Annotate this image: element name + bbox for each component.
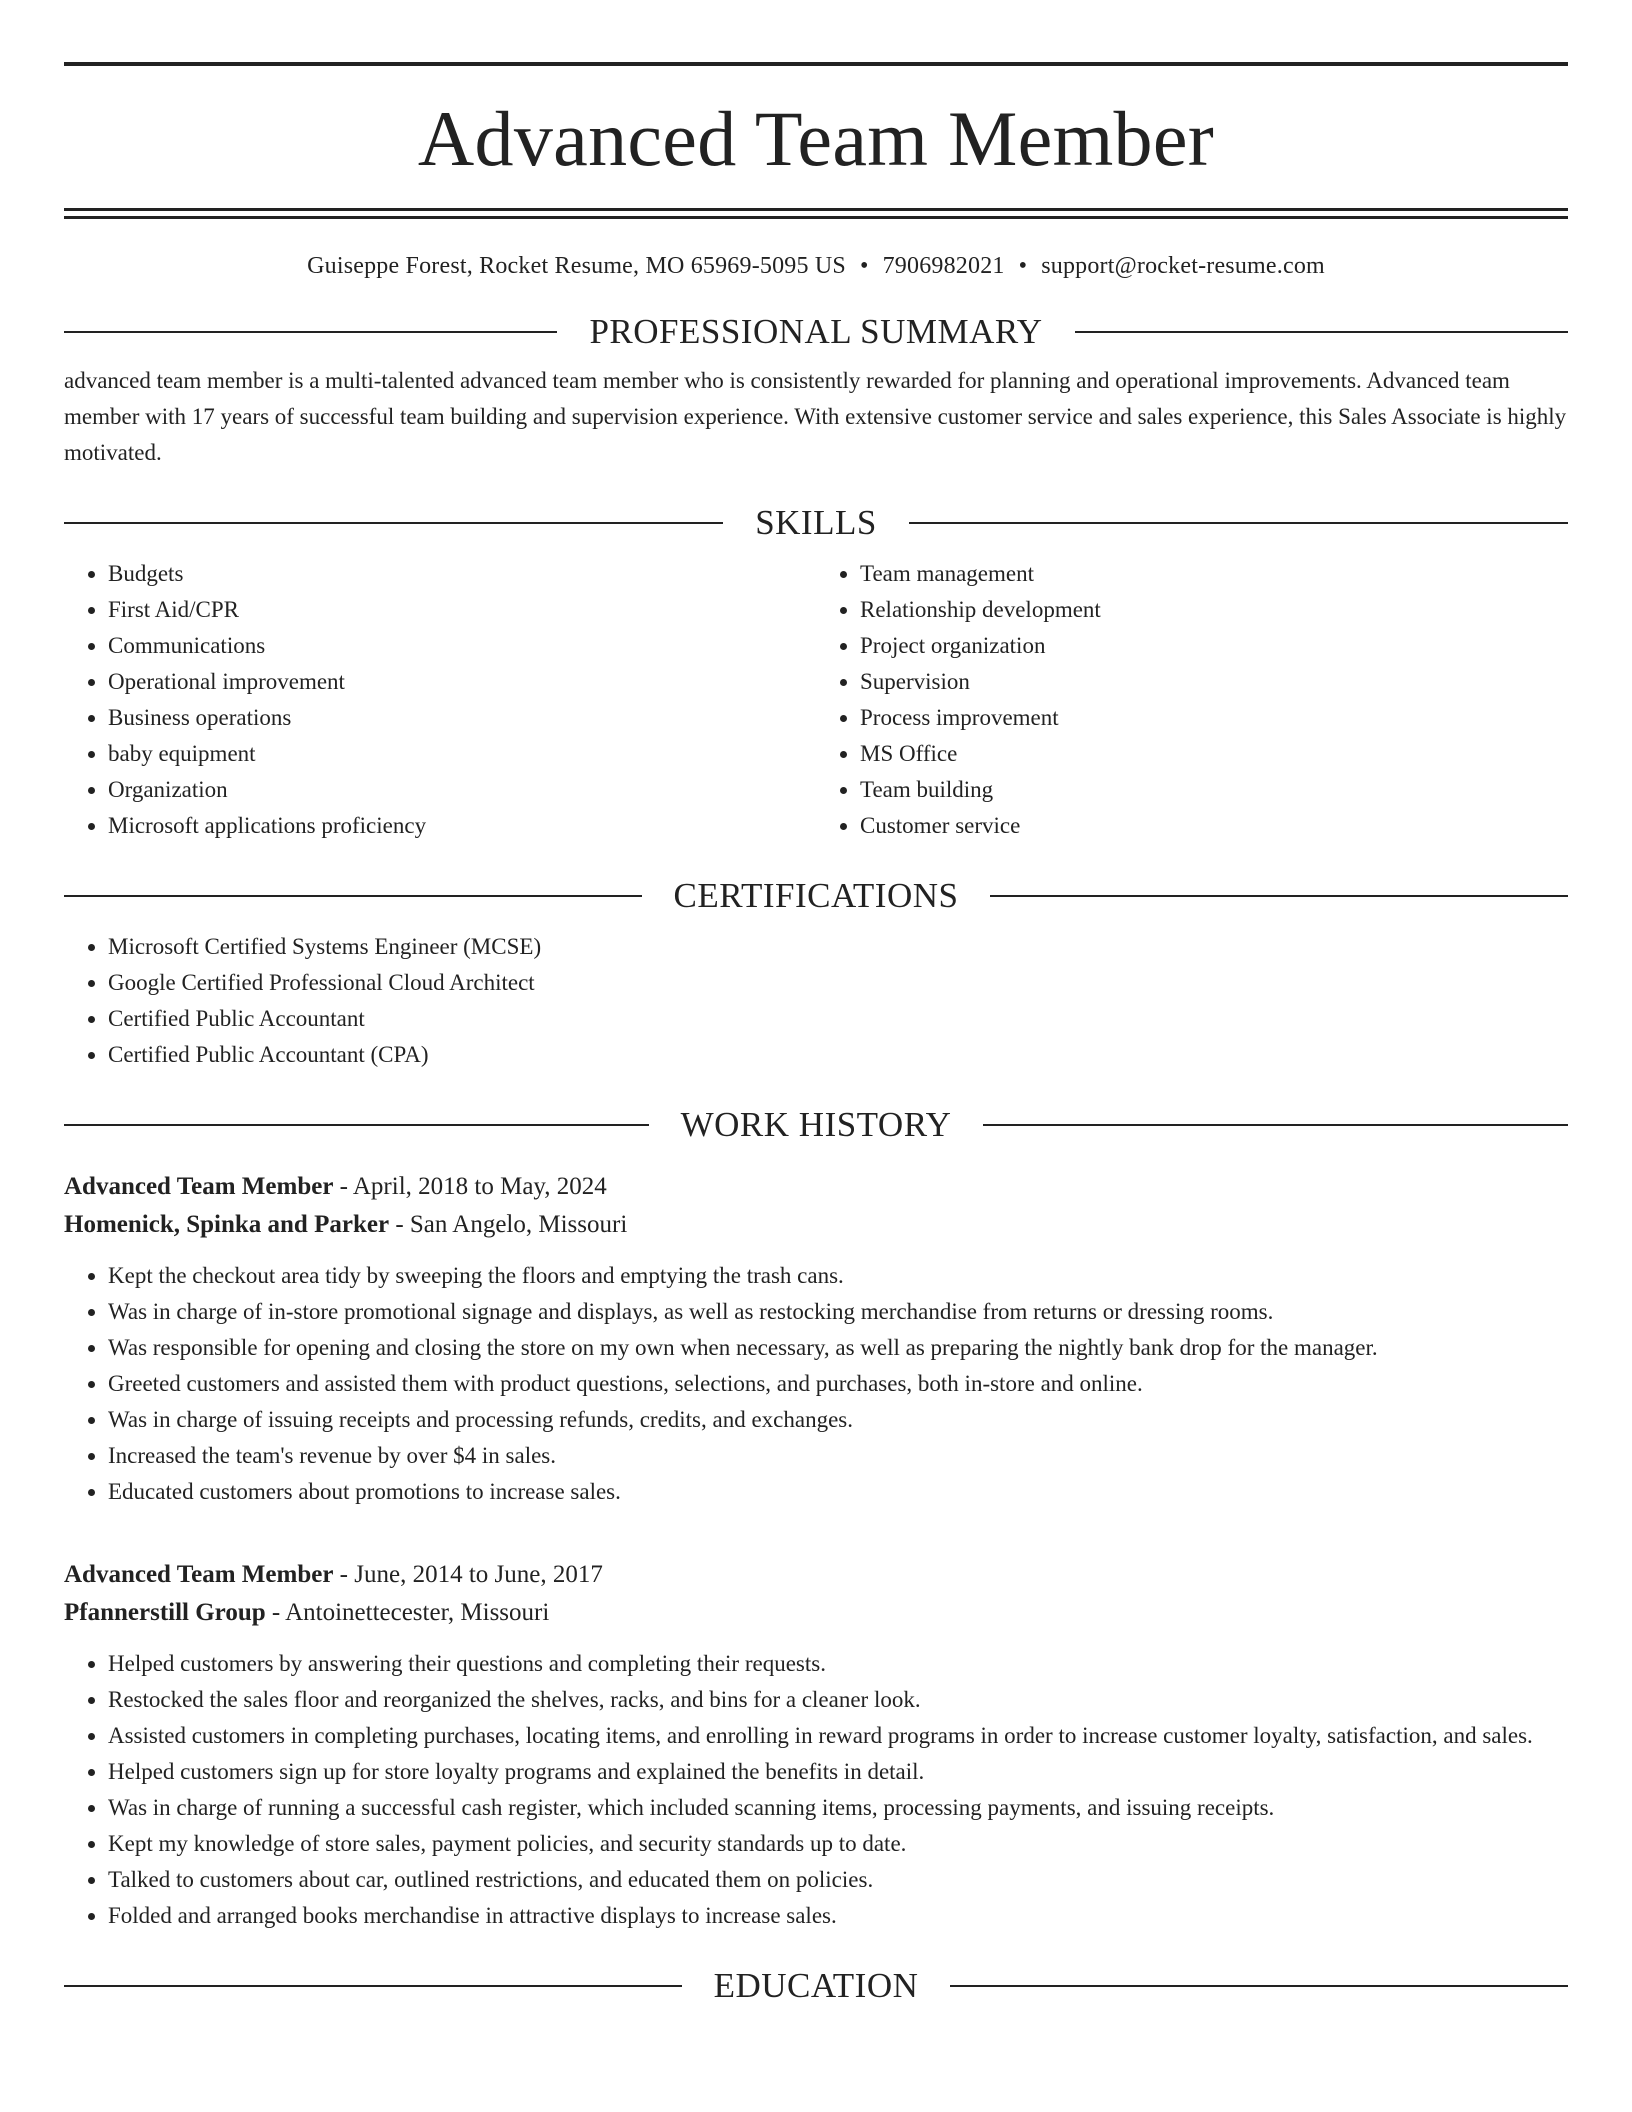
skill-item: • Business operations [108, 700, 816, 736]
section-rule [1075, 331, 1568, 333]
job-location: - Antoinettecester, Missouri [265, 1599, 550, 1626]
section-title: EDUCATION [713, 1966, 919, 2005]
title-double-rule [64, 208, 1568, 219]
skill-item: • Microsoft applications proficiency [108, 808, 816, 844]
section-header-skills [64, 505, 1568, 540]
skills-column-left [64, 556, 816, 844]
job-title-line [64, 1168, 1568, 1206]
work-history-list [64, 1168, 1568, 1934]
section-header-work-history [64, 1107, 1568, 1142]
job-bullet: • Increased the team's revenue by over $4 in sales. [108, 1438, 1568, 1474]
skills-column-right [816, 556, 1568, 844]
section-header-certifications [64, 878, 1568, 913]
skill-item: • First Aid/CPR [108, 592, 816, 628]
contact-address: Guiseppe Forest, Rocket Resume, MO 65969-5095 US [307, 253, 846, 279]
job-bullet: • Was in charge of running a successful cash register, which included scanning items, processing payments, and issuing receipts. [108, 1790, 1568, 1826]
section-title: CERTIFICATIONS [673, 876, 959, 915]
contact-separator: • [1018, 253, 1028, 279]
section-rule [950, 1985, 1568, 1987]
job-bullet: • Educated customers about promotions to increase sales. [108, 1474, 1568, 1510]
job-bullet: • Kept my knowledge of store sales, payment policies, and security standards up to date. [108, 1826, 1568, 1862]
skill-item: • Supervision [860, 664, 1568, 700]
job-location: - San Angelo, Missouri [389, 1211, 628, 1238]
section-rule [64, 522, 723, 524]
job-bullet: • Was in charge of issuing receipts and processing refunds, credits, and exchanges. [108, 1402, 1568, 1438]
job-bullet: • Greeted customers and assisted them with product questions, selections, and purchases, both in-store and online. [108, 1366, 1568, 1402]
skill-item: • Customer service [860, 808, 1568, 844]
job-title-line [64, 1556, 1568, 1594]
job-bullet: • Talked to customers about car, outlined restrictions, and educated them on policies. [108, 1862, 1568, 1898]
job-title: Advanced Team Member [64, 1173, 334, 1200]
skill-item: • Project organization [860, 628, 1568, 664]
certification-item: • Microsoft Certified Systems Engineer (MCSE) [108, 929, 1568, 965]
job-bullet: • Was responsible for opening and closing the store on my own when necessary, as well as preparing the nightly bank drop for the manager. [108, 1330, 1568, 1366]
skill-item: • Communications [108, 628, 816, 664]
skill-item: • Operational improvement [108, 664, 816, 700]
section-header-education [64, 1968, 1568, 2003]
top-rule [64, 62, 1568, 66]
job-bullets [64, 1646, 1568, 1934]
job-title: Advanced Team Member [64, 1561, 334, 1588]
job-company-line [64, 1594, 1568, 1632]
job-entry [64, 1168, 1568, 1510]
section-title: PROFESSIONAL SUMMARY [589, 312, 1043, 351]
section-rule [983, 1124, 1568, 1126]
summary-text: advanced team member is a multi-talented advanced team member who is consistently rewarded for planning and operational improvements. Advanced team member with 17 years of successful team building and supervision experience. With extensive customer service and sales experience, this Sales Associate is highly motivated. [64, 368, 1567, 465]
job-bullet: • Kept the checkout area tidy by sweeping the floors and emptying the trash cans. [108, 1258, 1568, 1294]
certification-item: • Certified Public Accountant (CPA) [108, 1037, 1568, 1073]
skill-item: • MS Office [860, 736, 1568, 772]
job-company-line [64, 1206, 1568, 1244]
job-bullet: • Restocked the sales floor and reorganized the shelves, racks, and bins for a cleaner look. [108, 1682, 1568, 1718]
job-bullet: • Was in charge of in-store promotional signage and displays, as well as restocking merchandise from returns or dressing rooms. [108, 1294, 1568, 1330]
job-bullet: • Folded and arranged books merchandise in attractive displays to increase sales. [108, 1898, 1568, 1934]
contact-phone: 7906982021 [882, 253, 1005, 279]
certification-item: • Google Certified Professional Cloud Architect [108, 965, 1568, 1001]
skills-list [64, 556, 1568, 844]
job-company: Homenick, Spinka and Parker [64, 1211, 390, 1238]
certifications-list [64, 929, 1568, 1073]
job-dates: - June, 2014 to June, 2017 [333, 1561, 603, 1588]
job-bullet: • Helped customers by answering their questions and completing their requests. [108, 1646, 1568, 1682]
skill-item: • Team management [860, 556, 1568, 592]
job-bullet: • Assisted customers in completing purchases, locating items, and enrolling in reward programs in order to increase customer loyalty, satisfaction, and sales. [108, 1718, 1568, 1754]
job-entry [64, 1556, 1568, 1934]
job-company: Pfannerstill Group [64, 1599, 266, 1626]
section-rule [64, 331, 557, 333]
job-bullet: • Helped customers sign up for store loyalty programs and explained the benefits in detail. [108, 1754, 1568, 1790]
section-rule [990, 895, 1568, 897]
section-rule [64, 1985, 682, 1987]
skill-item: • Team building [860, 772, 1568, 808]
section-rule [64, 895, 642, 897]
skill-item: • baby equipment [108, 736, 816, 772]
skill-item: • Process improvement [860, 700, 1568, 736]
section-header-summary [64, 314, 1568, 349]
skill-item: • Organization [108, 772, 816, 808]
skill-item: • Relationship development [860, 592, 1568, 628]
contact-separator: • [859, 253, 869, 279]
resume-title: Advanced Team Member [417, 95, 1215, 182]
section-rule [909, 522, 1568, 524]
job-bullets [64, 1258, 1568, 1510]
section-title: SKILLS [755, 503, 877, 542]
contact-line [64, 253, 1568, 280]
section-title: WORK HISTORY [680, 1105, 952, 1144]
contact-email: support@rocket-resume.com [1041, 253, 1325, 279]
section-rule [64, 1124, 649, 1126]
skill-item: • Budgets [108, 556, 816, 592]
job-dates: - April, 2018 to May, 2024 [333, 1173, 607, 1200]
certification-item: • Certified Public Accountant [108, 1001, 1568, 1037]
